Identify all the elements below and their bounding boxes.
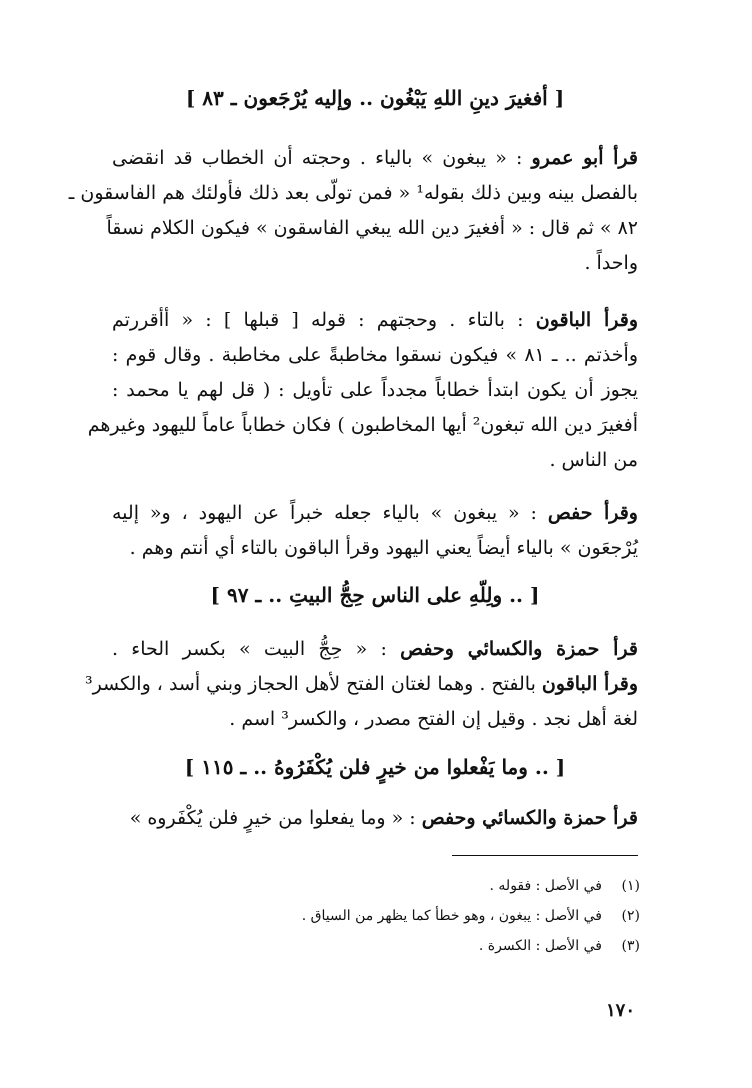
footnote [479,938,640,954]
text-line: وقرأ حفص : « يبغون » بالياء جعله خبراً عن اليهود ، و« إليه [112,502,638,524]
paragraph-yukfaruh [112,801,638,836]
reader-name: وقرأ الباقون [535,309,638,331]
text-line: ٨٢ » ثم قال : « أفغيرَ دين الله يبغي الفاسقون » فيكون الكلام نسقاً [106,217,638,239]
paragraph-hafs [112,496,638,566]
paragraph-al-baqun [87,303,638,478]
page-number: ١٧٠ [605,1000,635,1021]
verse-heading-115: [ .. وما يَفْعلوا من خيرٍ فلن يُكْفَرُوهُ .. ـ ١١٥ ] [184,755,566,779]
text-line: قرأ حمزة والكسائي وحفص : « وما يفعلوا من خيرٍ فلن يُكْفَروه » [129,807,638,829]
text-line: وأخذتم .. ـ ٨١ » فيكون نسقوا مخاطبةً على مخاطبة . وقال قوم : [112,344,638,366]
text-line: واحداً . [584,252,638,274]
reader-name: وقرأ حفص [547,502,638,524]
text-line: أفغيرَ دين الله تبغون² أيها المخاطبون ) فكان خطاباً عاماً لليهود وغيرهم [87,414,638,436]
footnote-separator [452,855,638,856]
text-line: لغة أهل نجد . وقيل إن الفتح مصدر ، والكسر³ اسم . [229,708,638,730]
text-line: وقرأ الباقون : بالتاء . وحجتهم : قوله [ قبلها ] : « أأقررتم [112,309,638,331]
text-line: يجوز أن يكون ابتدأ خطاباً مجدداً على تأويل : ( قل لهم يا محمد : [112,379,638,401]
verse-heading-97: [ .. ولِلّهِ على الناس حِجُّ البيتِ .. ـ ٩٧ ] [210,583,540,607]
footnote-text: في الأصل : فقوله . [489,878,602,894]
reader-name: قرأ حمزة والكسائي وحفص [421,807,638,829]
paragraph-hajj [84,632,639,737]
footnote-number: (١) [621,878,640,894]
footnote-number: (٣) [621,938,640,954]
text-line: وقرأ الباقون بالفتح . وهما لغتان الفتح لأهل الحجاز وبني أسد ، والكسر³ [84,673,638,695]
reader-name: قرأ حمزة والكسائي وحفص [400,638,639,660]
text-line: يُرْجعَون » بالياء أيضاً يعني اليهود وقرأ الباقون بالتاء أي أنتم وهم . [129,537,638,559]
footnote-text: في الأصل : يبغون ، وهو خطأ كما يظهر من السياق . [301,908,602,924]
verse-heading-83: [ أفغيرَ دينِ اللهِ يَبْغُون .. وإليه يُرْجَعون ـ ٨٣ ] [185,86,565,110]
footnote-number: (٢) [621,908,640,924]
footnote [302,908,640,924]
text-line: قرأ أبو عمرو : « يبغون » بالياء . وحجته أن الخطاب قد انقضى [112,147,638,169]
text-line: من الناس . [549,449,638,471]
text-line: بالفصل بينه وبين ذلك بقوله¹ « فمن تولّى بعد ذلك فأولئك هم الفاسقون ـ [68,182,638,204]
reader-name: وقرأ الباقون [541,673,638,695]
paragraph-abu-amr [68,141,638,281]
text-line: قرأ حمزة والكسائي وحفص : « حِجُّ البيت » بكسر الحاء . [112,638,639,660]
footnote-text: في الأصل : الكسرة . [478,938,602,954]
footnote [490,878,640,894]
reader-name: قرأ أبو عمرو [531,147,638,169]
